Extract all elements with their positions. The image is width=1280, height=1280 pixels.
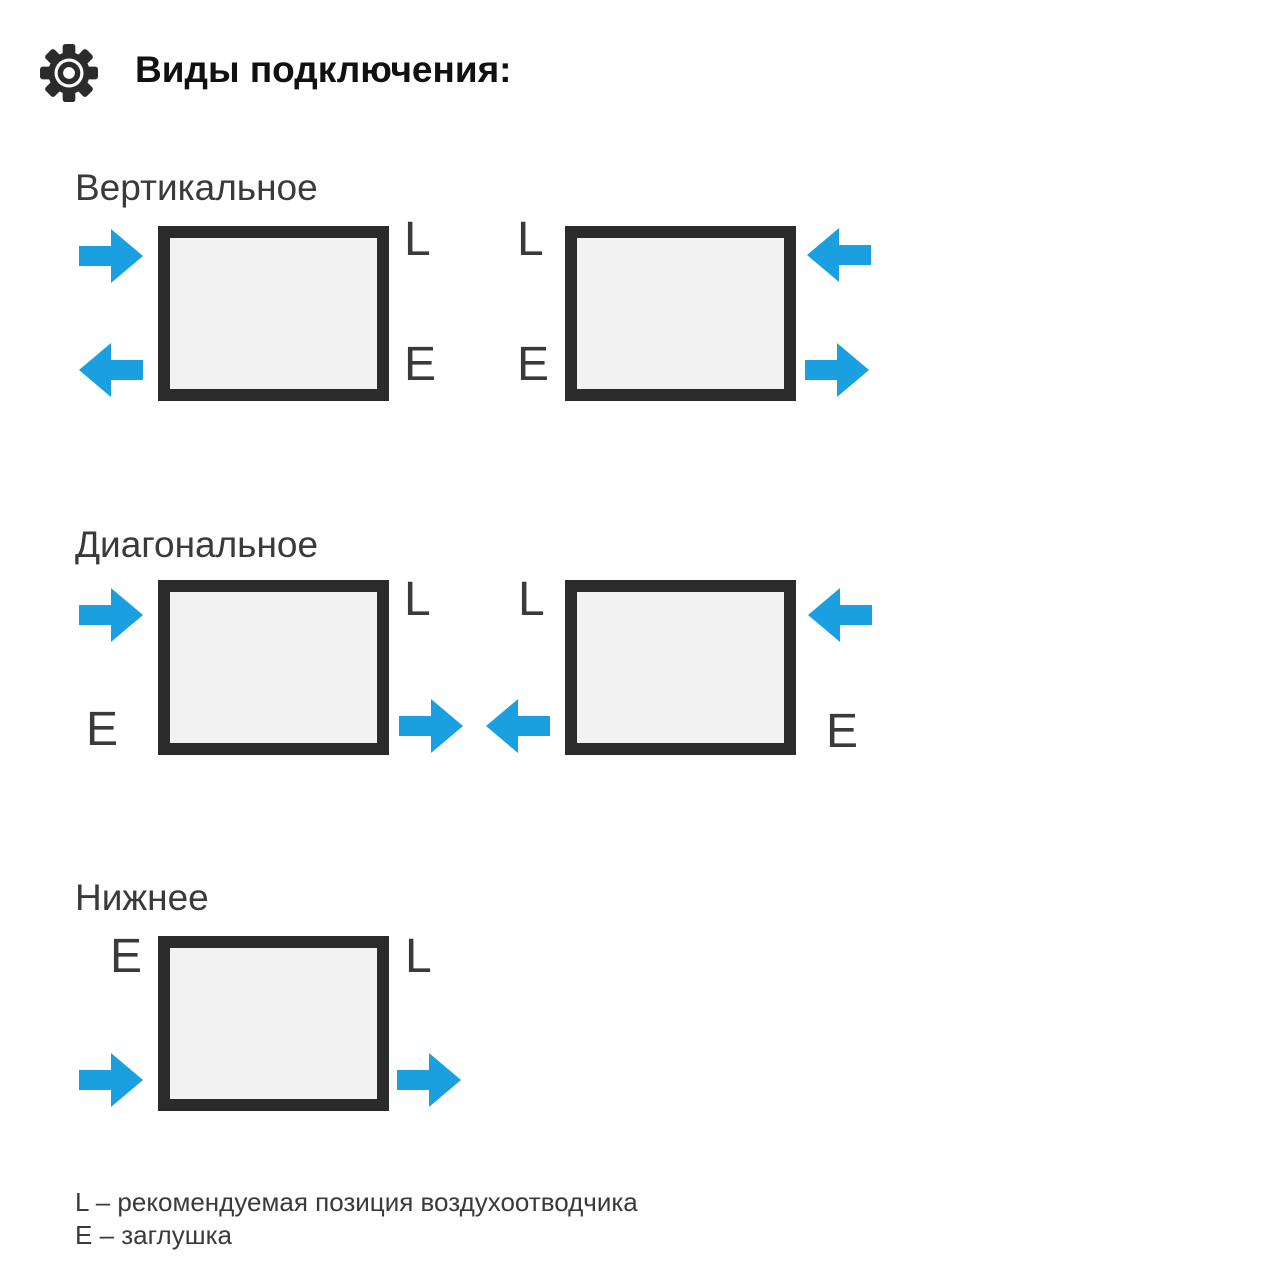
arrow-right-icon — [805, 343, 869, 397]
legend-line-air-vent: L – рекомендуемая позиция воздухоотводчика — [75, 1187, 638, 1217]
section-label-vertical: Вертикальное — [75, 167, 318, 208]
plug-label: E — [86, 703, 119, 756]
arrow-left-icon — [807, 228, 871, 282]
plug-label: E — [404, 338, 437, 391]
arrow-left-icon — [808, 588, 872, 642]
air-vent-label: L — [404, 573, 431, 626]
page-title: Виды подключения: — [135, 49, 512, 90]
air-vent-label: L — [405, 930, 432, 983]
air-vent-label: L — [404, 213, 431, 266]
radiator-rect — [158, 936, 389, 1111]
arrow-right-icon — [79, 1053, 143, 1107]
arrow-right-icon — [79, 229, 143, 283]
arrow-right-icon — [397, 1053, 461, 1107]
air-vent-label: L — [518, 573, 545, 626]
legend-line-plug: E – заглушка — [75, 1220, 232, 1250]
plug-label: E — [110, 930, 143, 983]
radiator-rect — [565, 226, 796, 401]
radiator-rect — [565, 580, 796, 755]
legend — [75, 1186, 638, 1252]
plug-label: E — [826, 705, 859, 758]
arrow-left-icon — [486, 699, 550, 753]
arrow-right-icon — [79, 588, 143, 642]
section-label-diagonal: Диагональное — [75, 524, 319, 565]
air-vent-label: L — [517, 213, 544, 266]
plug-label: E — [517, 338, 550, 391]
section-label-bottom: Нижнее — [75, 877, 209, 918]
radiator-rect — [158, 226, 389, 401]
radiator-rect — [158, 580, 389, 755]
arrow-left-icon — [79, 343, 143, 397]
gear-icon — [40, 44, 98, 102]
arrow-right-icon — [399, 699, 463, 753]
